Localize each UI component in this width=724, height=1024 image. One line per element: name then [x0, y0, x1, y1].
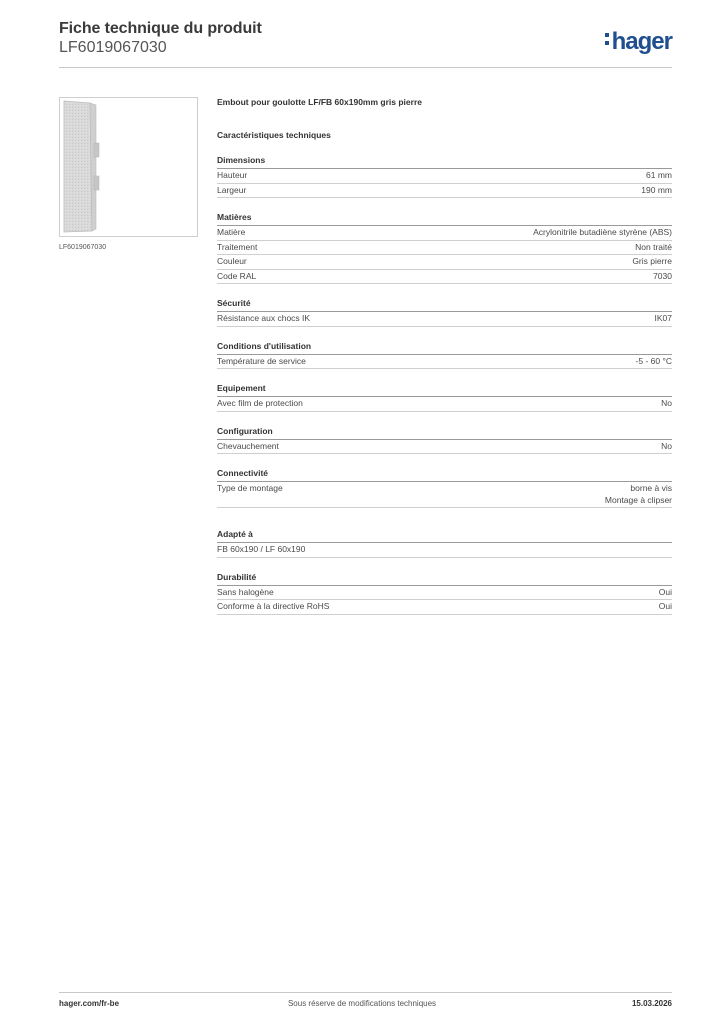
spec-label: FB 60x190 / LF 60x190: [217, 544, 306, 554]
product-reference: LF6019067030: [59, 39, 167, 56]
spec-label: Matière: [217, 227, 246, 237]
product-name: Embout pour goulotte LF/FB 60x190mm gris pierre: [217, 97, 422, 107]
spec-row: [217, 586, 672, 601]
spec-row: [217, 226, 672, 241]
section-title: Sécurité: [217, 298, 672, 312]
spec-label: Température de service: [217, 355, 306, 366]
product-image: [59, 97, 198, 237]
spec-row: [217, 169, 672, 184]
section-title: Equipement: [217, 383, 672, 397]
spec-value: Montage à clipser: [604, 494, 672, 505]
spec-value: Non traité: [635, 241, 672, 252]
spec-row: [217, 270, 672, 285]
spec-row: [217, 600, 672, 615]
header-divider: [59, 67, 672, 68]
spec-value: IK07: [654, 313, 672, 323]
section-title: Configuration: [217, 426, 672, 440]
section-title: Adapté à: [217, 529, 672, 543]
spec-value: No: [661, 440, 672, 451]
characteristics-heading: Caractéristiques techniques: [217, 130, 331, 140]
spec-row: [217, 184, 672, 199]
footer-date: 15.03.2026: [631, 999, 672, 1008]
spec-row: [217, 255, 672, 270]
section-securite: [217, 298, 672, 327]
section-title: Connectivité: [217, 468, 672, 482]
spec-label: Avec film de protection: [217, 398, 303, 408]
section-title: Durabilité: [217, 572, 672, 586]
spec-value: Acrylonitrile butadiène styrène (ABS): [533, 227, 672, 237]
section-connectivite: [217, 468, 672, 508]
section-conditions: [217, 341, 672, 370]
end-cap-product-icon: [60, 98, 197, 236]
spec-row: [217, 241, 672, 256]
spec-value: 190 mm: [641, 184, 672, 195]
spec-label: Sans halogène: [217, 586, 274, 597]
spec-value: Gris pierre: [632, 256, 672, 266]
image-caption: LF6019067030: [59, 244, 107, 251]
page-title: Fiche technique du produit: [59, 20, 262, 37]
spec-value: 61 mm: [646, 170, 672, 180]
spec-label: Hauteur: [217, 170, 248, 180]
section-equipement: [217, 383, 672, 412]
spec-row: [217, 312, 672, 327]
spec-label: Couleur: [217, 256, 247, 266]
spec-row: [217, 482, 672, 508]
logo-colon-icon: [605, 30, 611, 49]
section-title: Matières: [217, 212, 672, 226]
logo-text: hager: [611, 28, 672, 55]
spec-label: Largeur: [217, 184, 247, 195]
section-dimensions: [217, 155, 672, 198]
section-adapte: [217, 529, 672, 558]
footer-disclaimer: Sous réserve de modifications techniques: [287, 999, 437, 1008]
spec-value: Oui: [658, 601, 672, 611]
spec-label: Code RAL: [217, 270, 257, 281]
spec-row: [217, 397, 672, 412]
spec-row: [217, 440, 672, 455]
footer-divider: [59, 992, 672, 993]
spec-value: -5 - 60 °C: [635, 355, 672, 366]
spec-value: 7030: [653, 270, 672, 281]
spec-label: Traitement: [217, 241, 258, 252]
section-title: Conditions d'utilisation: [217, 341, 672, 355]
spec-value-multi: [605, 483, 672, 506]
spec-label: Conforme à la directive RoHS: [217, 601, 330, 611]
spec-label: Chevauchement: [217, 440, 279, 451]
section-configuration: [217, 426, 672, 455]
spec-row: [217, 543, 672, 558]
spec-value: Oui: [658, 586, 672, 597]
spec-row: [217, 355, 672, 370]
section-matieres: [217, 212, 672, 284]
technical-content: [217, 96, 672, 615]
spec-value: No: [661, 398, 672, 408]
section-durabilite: [217, 572, 672, 615]
footer-website-link[interactable]: hager.com/fr-be: [59, 999, 120, 1008]
spec-label: Type de montage: [217, 483, 283, 493]
hager-logo: [605, 28, 672, 56]
section-title: Dimensions: [217, 155, 672, 169]
spec-label: Résistance aux chocs IK: [217, 313, 311, 323]
spec-value: borne à vis: [630, 483, 672, 493]
